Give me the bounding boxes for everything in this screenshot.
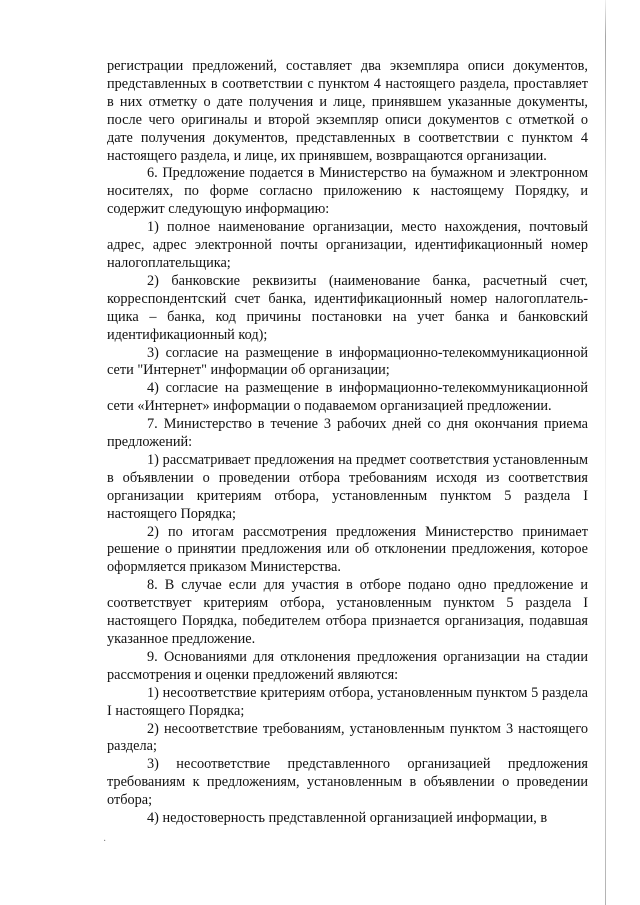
list-item: 2) несоответствие требованиям, установленным пунктом 3 настоящего раздела; [107,720,588,755]
document-body [107,58,588,828]
list-item: 1) несоответствие критериям отбора, установленным пунктом 5 раздела I настоящего Порядка; [107,684,588,719]
list-item: 1) рассматривает предложения на предмет соответствия установленным в объявлении о проведении отбора требованиям исходя из соответствия организации критериям отбора, установленным пунктом 5 раздела I настоящего Порядка; [107,451,588,522]
list-item: 3) согласие на размещение в информационно-телекоммуникационной сети "Интернет" информации об организации; [107,344,588,379]
list-item: 2) банковские реквизиты (наименование банка, расчетный счет, корреспондентский счет банка, идентификационный номер налогоплатель-щика – банка, код причины постановки на учет банка и банковский идентификационный код); [107,272,588,343]
scan-speck: · [103,836,107,847]
scan-edge-line [605,0,606,905]
list-item: 2) по итогам рассмотрения предложения Министерство принимает решение о принятии предложения или об отклонении предложения, которое оформляется приказом Министерства. [107,523,588,576]
list-item: 1) полное наименование организации, место нахождения, почтовый адрес, адрес электронной почты организации, идентификационный номер налогоплательщика; [107,219,588,271]
paragraph: 9. Основаниями для отклонения предложения организации на стадии рассмотрения и оценки предложений являются: [107,648,588,683]
paragraph: 8. В случае если для участия в отборе подано одно предложение и соответствует критериям отбора, установленным пунктом 5 раздела I настоящего Порядка, победителем отбора признается организация, подавшая указанное предложение. [107,577,588,647]
paragraph: 7. Министерство в течение 3 рабочих дней со дня окончания приема предложений: [107,416,588,451]
list-item: 4) согласие на размещение в информационно-телекоммуникационной сети «Интернет» информации о подаваемом организацией предложении. [107,380,588,415]
paragraph: 6. Предложение подается в Министерство на бумажном и электронном носителях, по форме согласно приложению к настоящему Порядку, и содержит следующую информацию: [107,165,588,218]
list-item: 4) недостоверность представленной организацией информации, в [147,810,548,827]
paragraph: регистрации предложений, составляет два экземпляра описи документов, представленных в соответствии с пунктом 4 настоящего раздела, проставляет в них отметку о дате получения и лице, принявшем указанные документы, после чего оригиналы и второй экземпляр описи документов с отметкой о дате получения документов, представленных в соответствии с пунктом 4 настоящего раздела, и лице, их принявшем, возвращаются организации. [107,58,588,164]
list-item: 3) несоответствие представленного организацией предложения требованиям к предложениям, установленным в объявлении о проведении отбора; [107,756,588,809]
